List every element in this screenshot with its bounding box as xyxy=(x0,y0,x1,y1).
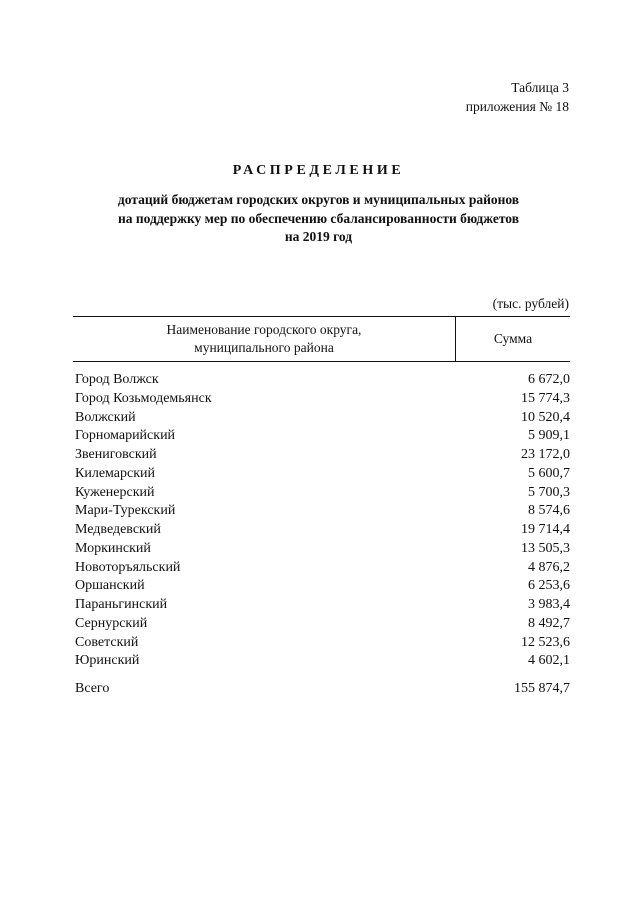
column-header-sum: Сумма xyxy=(493,331,533,346)
row-name: Параньгинский xyxy=(75,597,168,612)
subtitle-line: на 2019 год xyxy=(284,229,353,244)
row-name: Моркинский xyxy=(75,540,151,556)
row-sum: 15 774,3 xyxy=(521,390,570,406)
row-sum: 8 492,7 xyxy=(528,615,570,631)
appendix-reference xyxy=(466,78,569,116)
column-header-name xyxy=(73,317,456,361)
row-sum: 13 505,3 xyxy=(521,540,570,556)
total-label: Всего xyxy=(75,681,110,696)
row-name: Сернурский xyxy=(75,615,148,631)
row-name: Новоторъяльский xyxy=(75,559,181,575)
document-subtitle xyxy=(60,191,577,247)
row-sum: 5 700,3 xyxy=(528,484,570,500)
table-row xyxy=(75,559,570,578)
appendix-number: приложения № 18 xyxy=(465,99,569,114)
row-sum: 3 983,4 xyxy=(528,597,570,612)
row-name: Город Волжск xyxy=(75,372,159,387)
row-sum: 4 876,2 xyxy=(528,559,570,575)
table-row xyxy=(75,652,570,671)
column-header-name-line: Наименование городского округа, xyxy=(166,322,362,337)
row-name: Город Козьмодемьянск xyxy=(75,390,212,406)
row-sum: 8 574,6 xyxy=(528,503,570,519)
table-row xyxy=(75,371,570,390)
row-sum: 19 714,4 xyxy=(521,522,570,537)
row-sum: 4 602,1 xyxy=(528,653,570,669)
row-sum: 6 253,6 xyxy=(528,578,570,594)
table-header xyxy=(73,316,570,362)
table-row xyxy=(75,427,570,446)
row-sum: 10 520,4 xyxy=(521,409,570,425)
table-row xyxy=(75,502,570,521)
row-name: Юринский xyxy=(75,653,140,669)
row-name: Мари-Турекский xyxy=(75,503,176,519)
table-row xyxy=(75,484,570,503)
table-row xyxy=(75,596,570,615)
table-row xyxy=(75,577,570,596)
table-row xyxy=(75,409,570,428)
table-body xyxy=(75,371,570,671)
table-row xyxy=(75,521,570,540)
row-sum: 6 672,0 xyxy=(528,372,570,387)
subtitle-line: дотаций бюджетам городских округов и муниципальных районов xyxy=(117,192,520,207)
table-row xyxy=(75,390,570,409)
table-row xyxy=(75,615,570,634)
total-sum: 155 874,7 xyxy=(514,681,570,696)
column-header-name-line: муниципального района xyxy=(194,340,334,355)
document-title: РАСПРЕДЕЛЕНИЕ xyxy=(232,163,405,178)
table-row xyxy=(75,540,570,559)
row-name: Звениговский xyxy=(75,447,157,462)
table-number: Таблица 3 xyxy=(511,80,569,95)
table-row xyxy=(75,465,570,484)
table-total-row xyxy=(75,680,570,699)
table-row xyxy=(75,446,570,465)
row-name: Горномарийский xyxy=(75,428,176,444)
table-row xyxy=(75,634,570,653)
row-sum: 5 600,7 xyxy=(528,465,570,481)
units-label: (тыс. рублей) xyxy=(492,296,569,311)
row-name: Волжский xyxy=(75,409,136,425)
row-name: Советский xyxy=(75,634,139,650)
row-name: Килемарский xyxy=(75,465,156,481)
subtitle-line: на поддержку мер по обеспечению сбалансированности бюджетов xyxy=(117,210,519,226)
row-name: Медведевский xyxy=(75,522,161,537)
row-sum: 12 523,6 xyxy=(521,634,570,650)
row-name: Оршанский xyxy=(75,578,145,594)
row-sum: 23 172,0 xyxy=(521,447,570,462)
row-name: Куженерский xyxy=(75,484,155,500)
row-sum: 5 909,1 xyxy=(528,428,570,444)
